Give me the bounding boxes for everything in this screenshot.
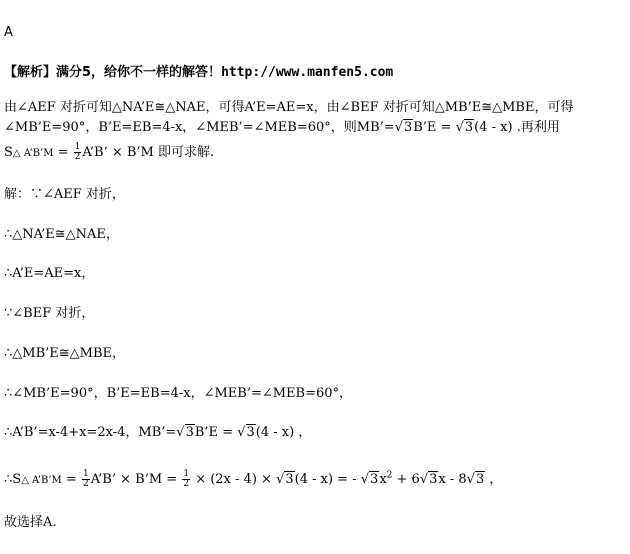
expression-part: x bbox=[379, 472, 387, 487]
equals-sign: = bbox=[65, 472, 77, 487]
sqrt-symbol: √3 bbox=[176, 425, 194, 440]
solution-conclusion: 故选择A. bbox=[4, 515, 57, 530]
equals-sign: = bbox=[57, 145, 69, 160]
expression-part: × (2x - 4) × bbox=[195, 472, 272, 487]
solution-step-1: ∴△NA’E≅△NAE， bbox=[4, 227, 119, 242]
score-text: 满分5，给你不一样的解答！ bbox=[56, 65, 222, 80]
solution-intro: 解：∵∠AEF 对折， bbox=[4, 187, 125, 202]
source-url: http://www.manfen5.com bbox=[221, 65, 394, 80]
fraction-half: $\frac{1}{2}$ bbox=[74, 142, 81, 162]
area-subscript: △ A’B’M bbox=[21, 475, 62, 486]
analysis-line-2-c: (4 - x) .再利用 bbox=[474, 120, 560, 135]
analysis-line-1: 由∠AEF 对折可知△NA’E≅△NAE，可得A’E=AE=x，由∠BEF 对折可知△MB’E≅△MBE，可得 bbox=[4, 100, 574, 115]
analysis-line-3 bbox=[4, 143, 214, 163]
area-subscript: △ A’B’M bbox=[12, 148, 54, 159]
solution-step-3: ∵∠BEF 对折， bbox=[4, 306, 95, 321]
sqrt-symbol: √3 bbox=[394, 120, 413, 135]
fraction-half: $\frac{1}{2}$ bbox=[82, 469, 89, 489]
solution-step-5: ∴∠MB’E=90°，B’E=EB=4-x，∠MEB’=∠MEB=60°， bbox=[4, 386, 353, 401]
answer-letter: A bbox=[4, 25, 13, 40]
fraction-half: $\frac{1}{2}$ bbox=[183, 469, 190, 489]
sqrt-symbol: √3 bbox=[276, 472, 294, 487]
sqrt-symbol: √3 bbox=[360, 472, 379, 487]
sqrt-symbol: √3 bbox=[237, 425, 255, 440]
solution-step-6-c: (4 - x) ， bbox=[255, 425, 312, 440]
analysis-bracket-label: 【解析】 bbox=[4, 65, 57, 80]
expression-part: + 6 bbox=[396, 472, 420, 487]
solution-step-4: ∴△MB’E≅△MBE， bbox=[4, 346, 125, 361]
solution-step-6-a: ∴A’B’=x-4+x=2x-4，MB’= bbox=[4, 425, 177, 440]
sqrt-symbol: √3 bbox=[466, 472, 485, 487]
analysis-line-3-tail: 即可求解. bbox=[158, 145, 215, 160]
solution-step-7 bbox=[4, 470, 502, 490]
sqrt-symbol: √3 bbox=[455, 120, 474, 135]
area-expression: A’B’ × B’M bbox=[82, 145, 154, 160]
expression-part: x - 8 bbox=[438, 472, 467, 487]
analysis-line-2 bbox=[4, 119, 560, 137]
analysis-header bbox=[4, 64, 393, 82]
solution-step-6-b: B’E = bbox=[194, 425, 234, 440]
solution-step-6 bbox=[4, 424, 311, 442]
sqrt-symbol: √3 bbox=[419, 472, 438, 487]
area-symbol: S bbox=[4, 145, 13, 160]
expression-part: (4 - x) = - bbox=[294, 472, 357, 487]
exponent: 2 bbox=[386, 470, 393, 481]
expression-tail: ， bbox=[489, 472, 503, 487]
analysis-line-2-a: ∠MB’E=90°，B’E=EB=4-x，∠MEB’=∠MEB=60°，则MB’= bbox=[4, 120, 395, 135]
area-symbol: ∴S bbox=[4, 472, 22, 487]
solution-step-2: ∴A’E=AE=x， bbox=[4, 266, 95, 281]
area-expression: A’B’ × B’M = bbox=[90, 472, 178, 487]
analysis-line-2-b: B’E = bbox=[413, 120, 452, 135]
